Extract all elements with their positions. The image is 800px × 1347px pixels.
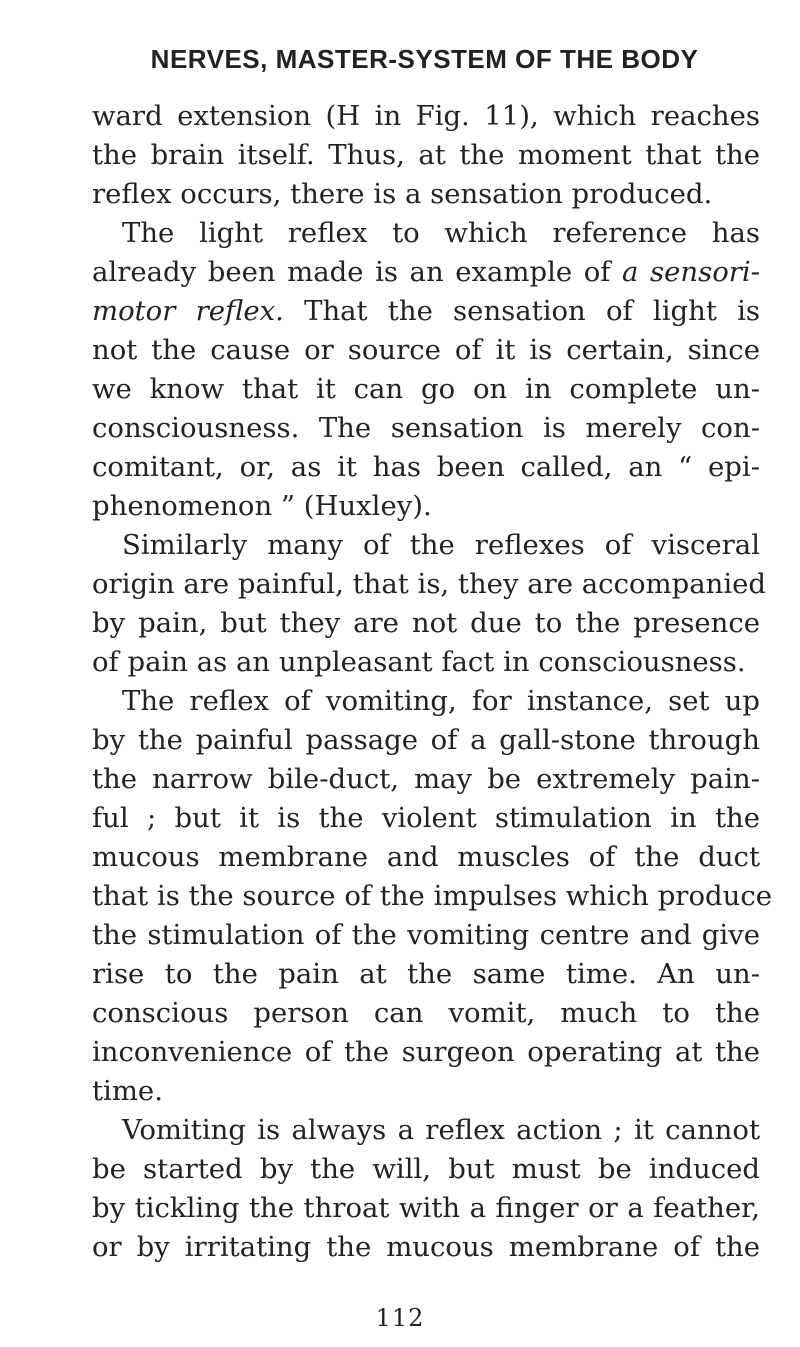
text-line bbox=[92, 1228, 760, 1267]
line-text: be started by the will, but must be induced bbox=[92, 1153, 760, 1185]
line-text: time. bbox=[92, 1075, 163, 1107]
text-line bbox=[92, 955, 760, 994]
text-line bbox=[92, 214, 760, 253]
line-text: that is the source of the impulses which produce bbox=[92, 880, 772, 912]
line-text: not the cause or source of it is certain, since bbox=[92, 334, 760, 366]
italic-term: motor reflex. bbox=[92, 295, 284, 327]
text-line bbox=[92, 760, 760, 799]
line-text: we know that it can go on in complete un- bbox=[92, 373, 760, 405]
text-line bbox=[92, 1189, 760, 1228]
line-text: the narrow bile-duct, may be extremely pain- bbox=[92, 763, 760, 795]
line-text: That the sensation of light is bbox=[283, 295, 760, 327]
text-line bbox=[92, 1111, 760, 1150]
line-text: ful ; but it is the violent stimulation in the bbox=[92, 802, 760, 834]
line-text: Vomiting is always a reflex action ; it cannot bbox=[122, 1114, 760, 1146]
line-text: by the painful passage of a gall-stone through bbox=[92, 724, 760, 756]
line-text: inconvenience of the surgeon operating at the bbox=[92, 1036, 760, 1068]
line-text: reflex occurs, there is a sensation produced. bbox=[92, 178, 713, 210]
text-line bbox=[92, 409, 760, 448]
line-text: origin are painful, that is, they are accompanied bbox=[92, 568, 767, 600]
running-head: NERVES, MASTER-SYSTEM OF THE BODY bbox=[150, 44, 699, 74]
line-text: by tickling the throat with a finger or a feather, bbox=[92, 1192, 760, 1224]
line-text: phenomenon ” (Huxley). bbox=[92, 490, 432, 522]
text-line bbox=[92, 487, 760, 526]
text-line bbox=[92, 97, 760, 136]
text-line bbox=[92, 994, 760, 1033]
line-text: Similarly many of the reflexes of visceral bbox=[122, 529, 760, 561]
text-line bbox=[92, 799, 760, 838]
text-line bbox=[92, 877, 772, 916]
line-text: or by irritating the mucous membrane of the bbox=[92, 1231, 760, 1263]
line-text: The reflex of vomiting, for instance, set up bbox=[122, 685, 760, 717]
body-text bbox=[92, 97, 772, 1267]
text-line bbox=[92, 1150, 760, 1189]
line-text: conscious person can vomit, much to the bbox=[92, 997, 760, 1029]
italic-term: a sensori- bbox=[622, 256, 760, 288]
page-number: 112 bbox=[375, 1304, 425, 1332]
text-line bbox=[92, 1072, 760, 1111]
line-text: rise to the pain at the same time. An un- bbox=[92, 958, 760, 990]
text-line bbox=[92, 370, 760, 409]
text-line bbox=[92, 253, 760, 292]
line-text: mucous membrane and muscles of the duct bbox=[92, 841, 760, 873]
text-line bbox=[92, 721, 760, 760]
line-text: The light reflex to which reference has bbox=[122, 217, 760, 249]
text-line bbox=[92, 526, 760, 565]
line-text: comitant, or, as it has been called, an “ epi- bbox=[92, 451, 760, 483]
line-text: the stimulation of the vomiting centre and give bbox=[92, 919, 760, 951]
text-line bbox=[92, 838, 760, 877]
text-line bbox=[92, 331, 760, 370]
line-text: ward extension (H in Fig. 11), which reaches bbox=[92, 100, 760, 132]
line-text: the brain itself. Thus, at the moment that the bbox=[92, 139, 760, 171]
line-text: already been made is an example of bbox=[92, 256, 623, 288]
text-line bbox=[92, 565, 767, 604]
text-line bbox=[92, 448, 760, 487]
text-line bbox=[92, 643, 760, 682]
text-line bbox=[92, 916, 760, 955]
line-text: consciousness. The sensation is merely con- bbox=[92, 412, 760, 444]
line-text: of pain as an unpleasant fact in consciousness. bbox=[92, 646, 746, 678]
text-line bbox=[92, 136, 760, 175]
text-line bbox=[92, 292, 760, 331]
text-line bbox=[92, 604, 760, 643]
text-line bbox=[92, 175, 760, 214]
line-text: by pain, but they are not due to the presence bbox=[92, 607, 760, 639]
text-line bbox=[92, 682, 760, 721]
text-line bbox=[92, 1033, 760, 1072]
